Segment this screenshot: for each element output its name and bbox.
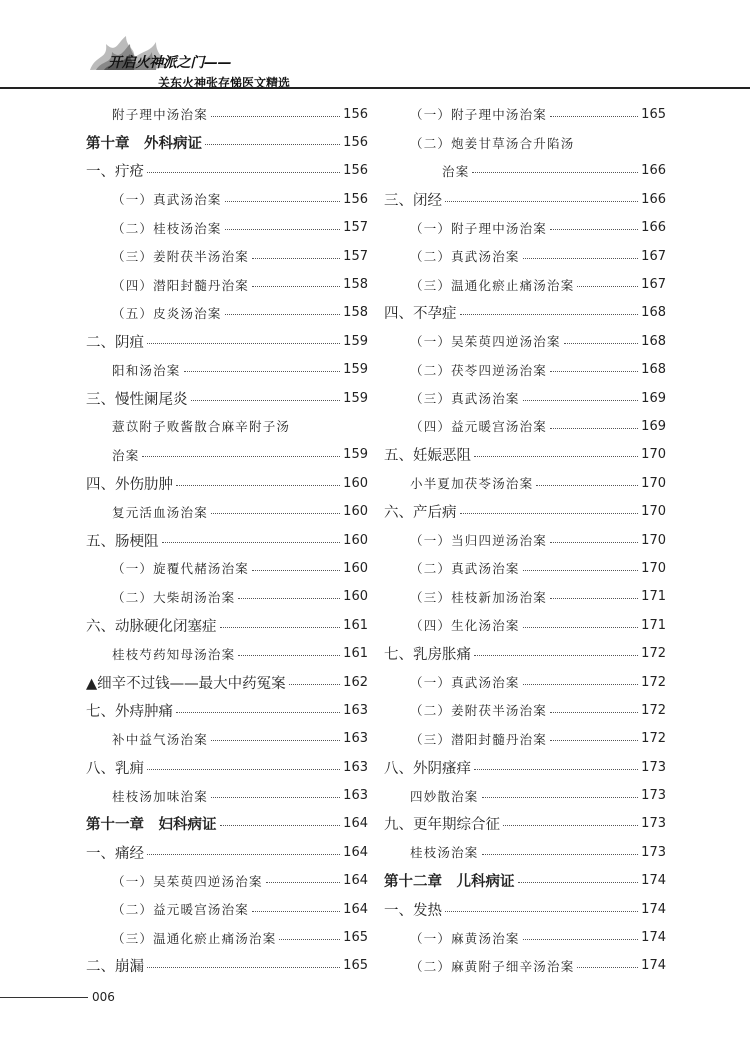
toc-entry xyxy=(384,583,666,611)
toc-entry xyxy=(384,270,666,298)
toc-entry-title: 第十章 外科病证 xyxy=(86,135,202,153)
toc-leader-dots xyxy=(472,172,638,173)
toc-entry xyxy=(86,185,368,213)
toc-entry-title: （一）旋覆代赭汤治案 xyxy=(112,561,250,577)
toc-entry-page: 166 xyxy=(641,191,666,207)
toc-entry xyxy=(384,895,666,923)
toc-entry xyxy=(86,838,368,866)
toc-entry xyxy=(384,497,666,525)
toc-entry-title: 复元活血汤治案 xyxy=(112,504,208,520)
toc-entry xyxy=(384,412,666,440)
toc-entry xyxy=(384,838,666,866)
toc-entry-title: 附子理中汤治案 xyxy=(112,107,208,123)
toc-entry xyxy=(384,242,666,270)
toc-entry-title: （二）真武汤治案 xyxy=(410,249,520,265)
toc-entry xyxy=(384,867,666,895)
toc-entry-page: 160 xyxy=(343,589,368,605)
toc-entry-title: 六、动脉硬化闭塞症 xyxy=(86,618,217,635)
toc-entry-page: 167 xyxy=(641,248,666,264)
toc-leader-dots xyxy=(460,513,639,514)
toc-leader-dots xyxy=(279,939,340,940)
toc-entry-title: 九、更年期综合征 xyxy=(384,817,500,834)
toc-leader-dots xyxy=(550,371,638,372)
toc-leader-dots xyxy=(550,116,638,117)
toc-leader-dots xyxy=(147,854,340,855)
toc-column-left xyxy=(86,100,368,980)
toc-entry-title: 八、外阴瘙痒 xyxy=(384,760,471,777)
toc-entry xyxy=(86,810,368,838)
toc-entry-title: ▲细辛不过钱——最大中药冤案 xyxy=(86,675,286,692)
toc-entry xyxy=(86,384,368,412)
toc-leader-dots xyxy=(211,513,340,514)
toc-leader-dots xyxy=(147,769,340,770)
toc-leader-dots xyxy=(474,769,638,770)
toc-entry-page: 156 xyxy=(343,163,368,179)
toc-entry-page: 157 xyxy=(343,248,368,264)
toc-leader-dots xyxy=(142,456,340,457)
book-subtitle: 关东火神张存悌医文精选 xyxy=(158,76,291,90)
toc-leader-dots xyxy=(523,570,639,571)
toc-leader-dots xyxy=(550,229,638,230)
toc-entry xyxy=(384,128,666,156)
toc-leader-dots xyxy=(225,201,341,202)
toc-entry-title: （二）益元暖宫汤治案 xyxy=(112,902,250,918)
toc-leader-dots xyxy=(162,542,341,543)
toc-entry-page: 170 xyxy=(641,475,666,491)
toc-entry-title: （一）吴茱萸四逆汤治案 xyxy=(410,334,561,350)
toc-leader-dots xyxy=(211,116,340,117)
toc-leader-dots xyxy=(211,740,340,741)
toc-entry-title: 五、妊娠恶阻 xyxy=(384,448,471,465)
toc-entry-title: 小半夏加茯苓汤治案 xyxy=(410,476,534,492)
toc-entry-page: 168 xyxy=(641,333,666,349)
toc-entry xyxy=(86,725,368,753)
toc-leader-dots xyxy=(238,598,340,599)
toc-entry xyxy=(86,441,368,469)
toc-entry-title: （三）真武汤治案 xyxy=(410,391,520,407)
toc-entry xyxy=(384,214,666,242)
toc-entry-page: 173 xyxy=(641,788,666,804)
toc-entry xyxy=(86,668,368,696)
toc-entry xyxy=(384,185,666,213)
toc-leader-dots xyxy=(147,967,340,968)
toc-column-right xyxy=(384,100,666,980)
toc-entry-page: 169 xyxy=(641,418,666,434)
toc-leader-dots xyxy=(523,258,639,259)
toc-leader-dots xyxy=(211,797,340,798)
toc-entry-page: 165 xyxy=(641,106,666,122)
toc-entry-page: 174 xyxy=(641,930,666,946)
toc-leader-dots xyxy=(445,911,638,912)
toc-entry xyxy=(384,725,666,753)
toc-entry-page: 170 xyxy=(641,560,666,576)
toc-leader-dots xyxy=(523,400,639,401)
toc-leader-dots xyxy=(577,286,638,287)
toc-leader-dots xyxy=(191,400,341,401)
toc-entry-title: （四）益元暖宫汤治案 xyxy=(410,419,548,435)
toc-entry-page: 156 xyxy=(343,135,368,151)
toc-entry-title: （一）当归四逆汤治案 xyxy=(410,533,548,549)
toc-entry-page: 164 xyxy=(343,816,368,832)
toc-entry xyxy=(86,356,368,384)
toc-entry-title: （二）真武汤治案 xyxy=(410,561,520,577)
toc-entry-page: 159 xyxy=(343,390,368,406)
toc-entry-page: 172 xyxy=(641,674,666,690)
toc-entry xyxy=(86,753,368,781)
toc-leader-dots xyxy=(225,229,341,230)
toc-entry xyxy=(86,497,368,525)
toc-entry-title: （二）麻黄附子细辛汤治案 xyxy=(410,958,575,974)
toc-leader-dots xyxy=(550,542,638,543)
toc-entry-page: 163 xyxy=(343,702,368,718)
toc-entry xyxy=(86,781,368,809)
toc-entry-title: 阳和汤治案 xyxy=(112,362,181,378)
toc-entry-title: 四、不孕症 xyxy=(384,306,457,323)
toc-entry-title: 三、慢性阑尾炎 xyxy=(86,391,188,408)
toc-entry-title: （四）潜阳封髓丹治案 xyxy=(112,277,250,293)
toc-entry-page: 172 xyxy=(641,646,666,662)
toc-entry-page: 173 xyxy=(641,844,666,860)
toc-entry-title: 桂枝汤治案 xyxy=(410,845,479,861)
toc-entry-title: 一、疔疮 xyxy=(86,164,144,181)
toc-entry xyxy=(86,923,368,951)
toc-entry xyxy=(86,583,368,611)
toc-entry-title: 补中益气汤治案 xyxy=(112,731,208,747)
toc-entry xyxy=(384,639,666,667)
toc-entry-page: 174 xyxy=(641,901,666,917)
toc-entry-title: 第十一章 妇科病证 xyxy=(86,816,217,834)
toc-entry-page: 172 xyxy=(641,731,666,747)
toc-leader-dots xyxy=(220,627,341,628)
toc-entry xyxy=(86,952,368,980)
toc-entry-title: （一）附子理中汤治案 xyxy=(410,220,548,236)
toc-leader-dots xyxy=(482,797,639,798)
toc-leader-dots xyxy=(550,740,638,741)
toc-leader-dots xyxy=(225,314,341,315)
toc-entry xyxy=(384,668,666,696)
toc-entry xyxy=(384,384,666,412)
toc-entry-page: 161 xyxy=(343,617,368,633)
toc-entry xyxy=(384,753,666,781)
toc-entry xyxy=(86,412,368,440)
toc-entry xyxy=(384,469,666,497)
toc-leader-dots xyxy=(176,485,340,486)
toc-entry-title: （二）炮姜甘草汤合升陷汤 xyxy=(410,135,575,151)
toc-entry-page: 171 xyxy=(641,589,666,605)
toc-entry-title: （二）大柴胡汤治案 xyxy=(112,589,236,605)
toc-leader-dots xyxy=(289,684,341,685)
toc-entry-page: 166 xyxy=(641,163,666,179)
footer-rule xyxy=(0,997,88,998)
toc-leader-dots xyxy=(536,485,638,486)
toc-entry-page: 163 xyxy=(343,788,368,804)
toc-entry-page: 163 xyxy=(343,731,368,747)
toc-entry-page: 160 xyxy=(343,532,368,548)
series-title: 开启火神派之门—— xyxy=(108,55,232,71)
toc-entry-page: 161 xyxy=(343,646,368,662)
toc-entry-page: 172 xyxy=(641,702,666,718)
toc-entry-page: 157 xyxy=(343,220,368,236)
toc-entry xyxy=(384,157,666,185)
toc-entry-page: 164 xyxy=(343,873,368,889)
toc-entry-title: （三）温通化瘀止痛汤治案 xyxy=(410,277,575,293)
toc-leader-dots xyxy=(252,911,340,912)
toc-entry-page: 159 xyxy=(343,333,368,349)
toc-entry-title: 桂枝芍药知母汤治案 xyxy=(112,646,236,662)
toc-leader-dots xyxy=(503,825,638,826)
toc-entry-page: 168 xyxy=(641,305,666,321)
toc-entry-page: 159 xyxy=(343,447,368,463)
toc-leader-dots xyxy=(518,882,639,883)
toc-entry xyxy=(86,639,368,667)
toc-leader-dots xyxy=(252,258,340,259)
toc-entry-page: 168 xyxy=(641,362,666,378)
toc-leader-dots xyxy=(184,371,341,372)
toc-entry-title: 六、产后病 xyxy=(384,505,457,522)
toc-leader-dots xyxy=(550,712,638,713)
toc-entry-title: 七、外痔肿痛 xyxy=(86,703,173,720)
series-logo xyxy=(86,34,336,94)
toc-entry-title: （一）真武汤治案 xyxy=(112,192,222,208)
toc-entry-page: 164 xyxy=(343,901,368,917)
toc-entry-page: 156 xyxy=(343,191,368,207)
toc-leader-dots xyxy=(550,428,638,429)
toc-entry-title: （二）茯苓四逆汤治案 xyxy=(410,362,548,378)
toc-entry-title: 二、阴疽 xyxy=(86,334,144,351)
toc-entry-page: 158 xyxy=(343,305,368,321)
toc-entry-page: 173 xyxy=(641,759,666,775)
toc-entry-title: （四）生化汤治案 xyxy=(410,618,520,634)
toc-entry-title: （五）皮炎汤治案 xyxy=(112,305,222,321)
toc-entry xyxy=(86,157,368,185)
toc-entry xyxy=(86,128,368,156)
toc-entry-title: 八、乳痈 xyxy=(86,760,144,777)
toc-entry-title: （三）桂枝新加汤治案 xyxy=(410,589,548,605)
toc-leader-dots xyxy=(460,314,639,315)
toc-entry xyxy=(86,242,368,270)
toc-entry xyxy=(384,299,666,327)
toc-entry xyxy=(384,526,666,554)
toc-entry-title: 四妙散治案 xyxy=(410,788,479,804)
toc-entry xyxy=(86,270,368,298)
toc-entry-page: 159 xyxy=(343,362,368,378)
toc-entry-title: （一）附子理中汤治案 xyxy=(410,107,548,123)
toc-leader-dots xyxy=(577,967,638,968)
toc-entry xyxy=(384,810,666,838)
toc-entry xyxy=(384,356,666,384)
toc-entry-page: 170 xyxy=(641,447,666,463)
toc-entry-title: 治案 xyxy=(442,163,470,179)
toc-leader-dots xyxy=(550,598,638,599)
toc-entry xyxy=(384,611,666,639)
toc-entry-page: 164 xyxy=(343,844,368,860)
toc-entry-page: 166 xyxy=(641,220,666,236)
toc-leader-dots xyxy=(445,201,638,202)
page-number: 006 xyxy=(92,990,115,1004)
toc-entry-page: 160 xyxy=(343,504,368,520)
toc-entry-page: 170 xyxy=(641,504,666,520)
toc-entry xyxy=(86,895,368,923)
toc-entry-title: 二、崩漏 xyxy=(86,959,144,976)
toc-entry-page: 162 xyxy=(343,674,368,690)
toc-entry-title: （三）温通化瘀止痛汤治案 xyxy=(112,930,277,946)
toc-leader-dots xyxy=(252,286,340,287)
toc-entry xyxy=(86,526,368,554)
toc-entry-title: 薏苡附子败酱散合麻辛附子汤 xyxy=(112,419,291,435)
toc-entry xyxy=(86,214,368,242)
toc-leader-dots xyxy=(176,712,340,713)
toc-entry xyxy=(384,781,666,809)
toc-leader-dots xyxy=(474,655,638,656)
toc-leader-dots xyxy=(523,939,639,940)
toc-entry xyxy=(384,952,666,980)
toc-leader-dots xyxy=(220,825,341,826)
toc-leader-dots xyxy=(238,655,340,656)
toc-entry xyxy=(86,611,368,639)
toc-entry-page: 160 xyxy=(343,560,368,576)
toc-entry xyxy=(384,696,666,724)
toc-entry-title: 五、肠梗阻 xyxy=(86,533,159,550)
toc-entry-page: 158 xyxy=(343,277,368,293)
toc-entry-page: 165 xyxy=(343,930,368,946)
toc-entry-title: 一、痛经 xyxy=(86,845,144,862)
toc-entry-title: （三）潜阳封髓丹治案 xyxy=(410,731,548,747)
toc-leader-dots xyxy=(474,456,638,457)
toc-leader-dots xyxy=(523,684,639,685)
toc-entry-page: 169 xyxy=(641,390,666,406)
toc-leader-dots xyxy=(266,882,340,883)
toc-entry-page: 160 xyxy=(343,475,368,491)
toc-entry-page: 174 xyxy=(641,873,666,889)
toc-entry-title: 第十二章 儿科病证 xyxy=(384,873,515,891)
toc-entry-page: 163 xyxy=(343,759,368,775)
toc-leader-dots xyxy=(252,570,340,571)
toc-entry-title: （一）真武汤治案 xyxy=(410,675,520,690)
toc-entry xyxy=(86,469,368,497)
toc-entry-title: 桂枝汤加味治案 xyxy=(112,788,208,804)
toc-entry xyxy=(384,923,666,951)
toc-entry-title: 七、乳房胀痛 xyxy=(384,647,471,664)
toc-entry-title: （二）桂枝汤治案 xyxy=(112,220,222,236)
toc-entry-title: （三）姜附茯半汤治案 xyxy=(112,249,250,265)
toc-entry xyxy=(86,100,368,128)
header-rule xyxy=(0,87,750,89)
page-header xyxy=(0,0,750,95)
toc-entry xyxy=(86,867,368,895)
toc-entry xyxy=(86,327,368,355)
toc-entry xyxy=(86,696,368,724)
toc-entry xyxy=(384,100,666,128)
toc-entry-page: 170 xyxy=(641,532,666,548)
toc-entry-title: （一）麻黄汤治案 xyxy=(410,930,520,946)
toc-entry-page: 167 xyxy=(641,277,666,293)
toc-entry xyxy=(384,327,666,355)
toc-entry-page: 165 xyxy=(343,958,368,974)
toc-entry-title: （二）姜附茯半汤治案 xyxy=(410,703,548,719)
toc-entry xyxy=(86,554,368,582)
toc-entry-page: 156 xyxy=(343,106,368,122)
toc-entry xyxy=(384,441,666,469)
toc-entry-page: 174 xyxy=(641,958,666,974)
toc-entry-title: 一、发热 xyxy=(384,902,442,919)
toc-entry xyxy=(384,554,666,582)
toc-leader-dots xyxy=(482,854,639,855)
toc-entry-title: 四、外伤肋肿 xyxy=(86,476,173,493)
toc-leader-dots xyxy=(147,172,340,173)
toc-leader-dots xyxy=(523,627,639,628)
toc-leader-dots xyxy=(564,343,638,344)
toc-entry-title: 三、闭经 xyxy=(384,192,442,209)
toc-entry xyxy=(86,299,368,327)
toc-leader-dots xyxy=(147,343,340,344)
toc-entry-page: 173 xyxy=(641,816,666,832)
toc-leader-dots xyxy=(205,144,340,145)
toc-entry-page: 171 xyxy=(641,617,666,633)
toc-entry-title: （一）吴茱萸四逆汤治案 xyxy=(112,873,263,889)
toc-entry-title: 治案 xyxy=(112,447,140,463)
